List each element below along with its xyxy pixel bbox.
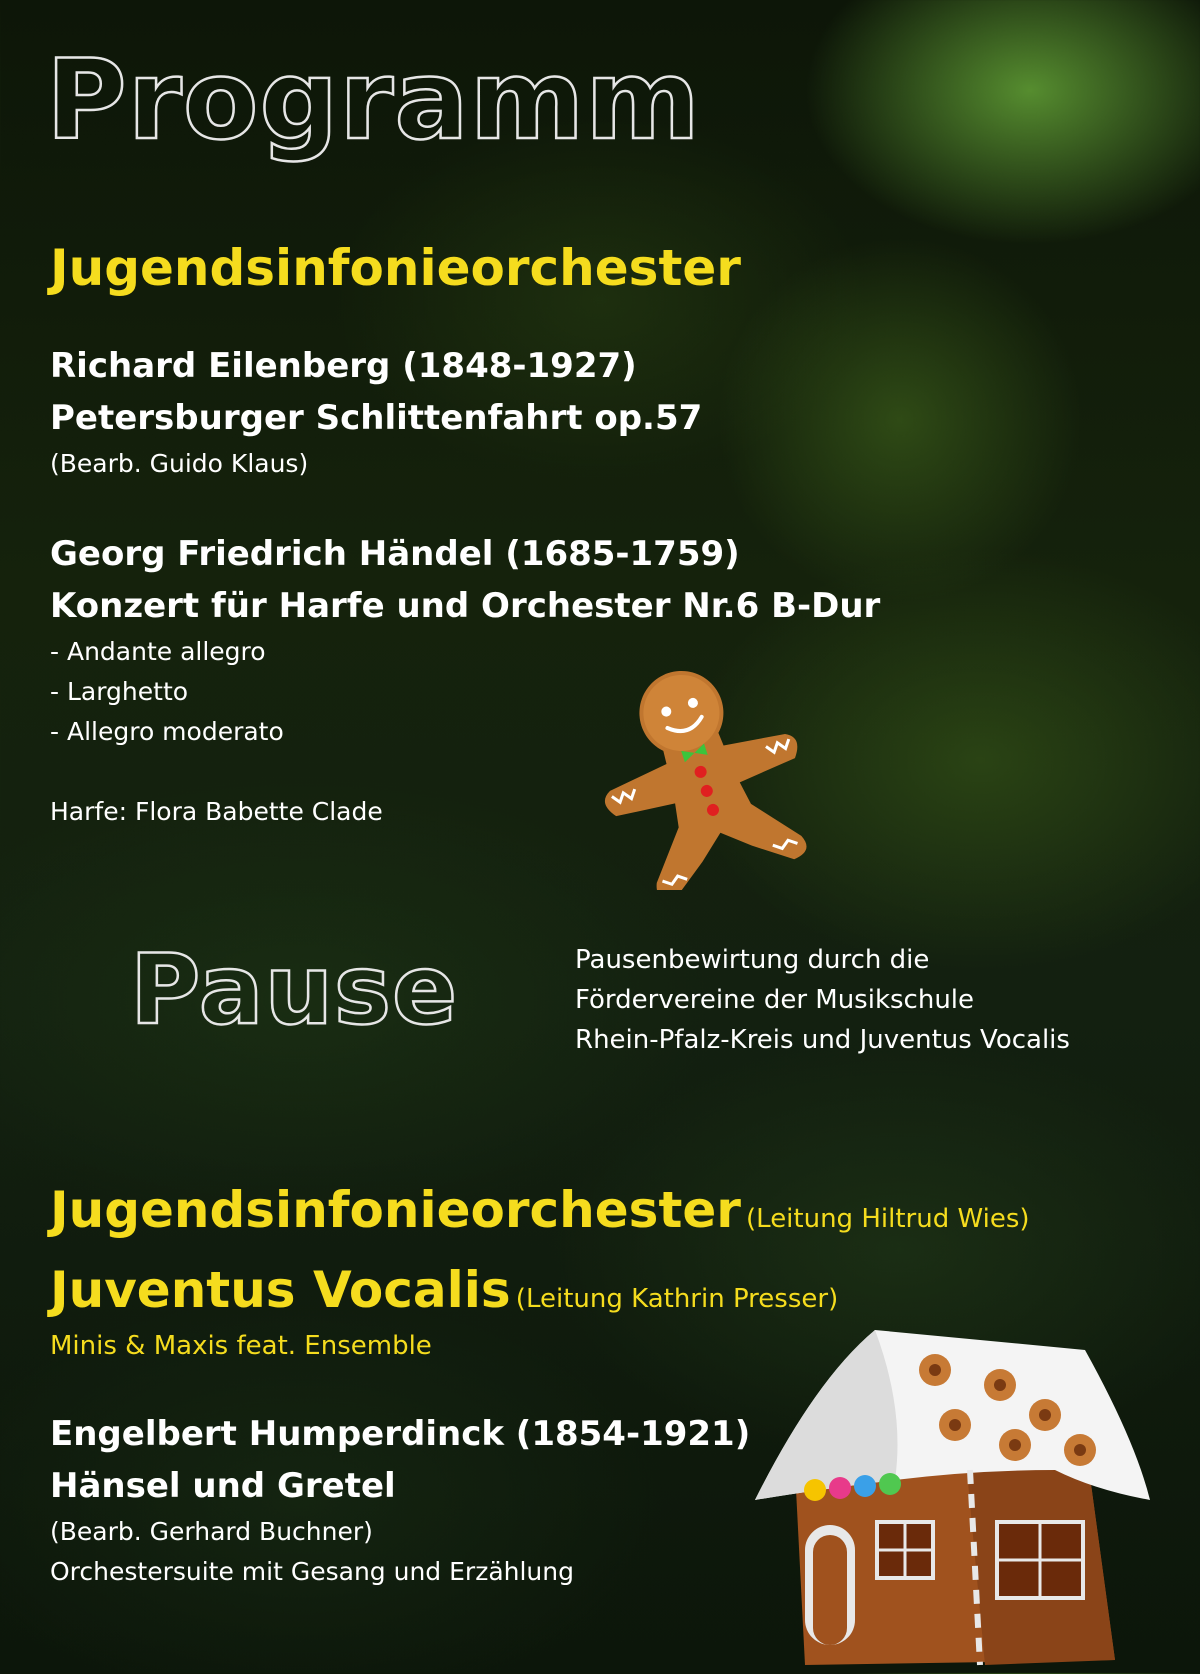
conductor: (Leitung Kathrin Presser)	[515, 1284, 839, 1314]
pause-note-line: Fördervereine der Musikschule	[575, 985, 975, 1015]
piece-humperdinck	[50, 1408, 750, 1592]
pause-note	[575, 940, 1070, 1060]
composer: Georg Friedrich Händel (1685-1759)	[50, 534, 740, 574]
ensemble-subtitle: Minis & Maxis feat. Ensemble	[50, 1331, 432, 1361]
pause-note-line: Rhein-Pfalz-Kreis und Juventus Vocalis	[575, 1025, 1070, 1055]
work-title: Hänsel und Gretel	[50, 1466, 396, 1506]
arrangement: (Bearb. Gerhard Buchner)	[50, 1517, 373, 1546]
ensemble-heading-2	[50, 1258, 838, 1334]
arrangement: (Bearb. Guido Klaus)	[50, 449, 309, 478]
movement-item: - Allegro moderato	[50, 717, 284, 746]
ensemble-name: Jugendsinfonieorchester	[50, 1181, 741, 1239]
composer: Richard Eilenberg (1848-1927)	[50, 346, 637, 386]
gingerbread-house-icon	[755, 1320, 1155, 1670]
pause-note-line: Pausenbewirtung durch die	[575, 945, 930, 975]
piece-eilenberg	[50, 340, 702, 484]
gingerbread-man-icon	[580, 650, 820, 890]
description: Orchestersuite mit Gesang und Erzählung	[50, 1557, 574, 1586]
movement-item: - Andante allegro	[50, 637, 266, 666]
work-title: Konzert für Harfe und Orchester Nr.6 B-Dur	[50, 586, 881, 626]
ensemble-heading-1	[50, 1178, 1030, 1254]
ensemble-heading: Jugendsinfonieorchester	[50, 239, 741, 297]
pause-title: Pause	[130, 934, 459, 1046]
work-title: Petersburger Schlittenfahrt op.57	[50, 398, 703, 438]
conductor: (Leitung Hiltrud Wies)	[746, 1204, 1030, 1234]
soloist: Harfe: Flora Babette Clade	[50, 797, 383, 826]
movement-item: - Larghetto	[50, 677, 189, 706]
composer: Engelbert Humperdinck (1854-1921)	[50, 1414, 751, 1454]
ensemble-name: Juventus Vocalis	[50, 1261, 511, 1319]
page-title: Programm	[46, 36, 701, 164]
